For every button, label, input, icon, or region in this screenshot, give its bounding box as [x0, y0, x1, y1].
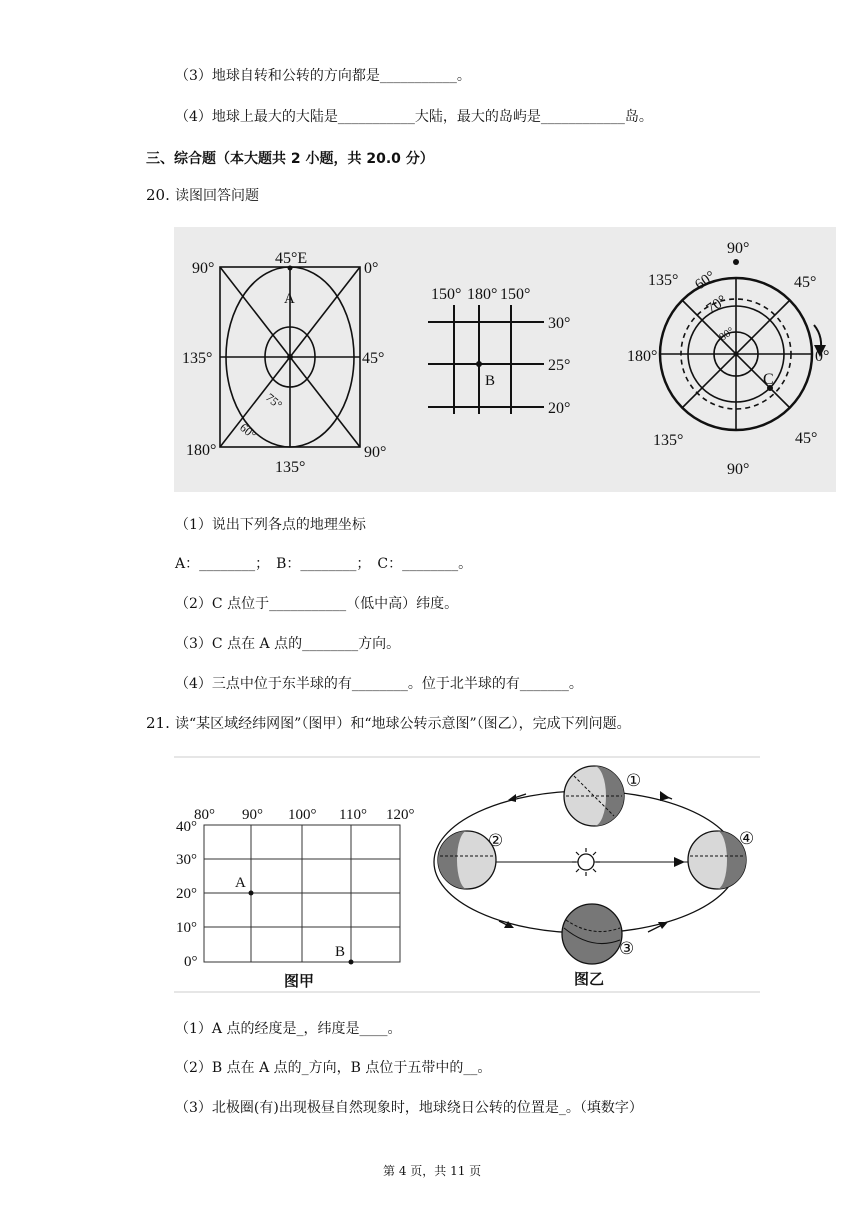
q20-number: 20.: [146, 186, 170, 204]
jia-lon-1: 80°: [194, 807, 215, 823]
map3-right-label: 0°: [815, 348, 830, 365]
q21-number: 21.: [146, 714, 170, 732]
map2-lon-3: 150°: [500, 286, 531, 303]
jia-grid: [204, 825, 400, 962]
jia-lon-5: 120°: [386, 807, 415, 823]
q19-line-4: （4）地球上最大的大陆是___________大陆，最大的岛屿是____________岛。: [175, 109, 653, 125]
jia-lat-3: 20°: [176, 886, 197, 902]
jia-lat-4: 10°: [176, 920, 197, 936]
q19-line-3: （3）地球自转和公转的方向都是___________。: [175, 68, 471, 84]
jia-point-a: [249, 891, 254, 896]
map3-bottom-label: 90°: [727, 461, 750, 478]
map2-lat-mid: 25°: [548, 357, 571, 374]
q20-sub-2: （2）C 点位于___________（低中高）纬度。: [175, 596, 459, 612]
jia-point-a-label: A: [235, 875, 246, 891]
map2-lat-bottom: 20°: [548, 400, 571, 417]
map1-lat-inner-label: 75°: [263, 390, 285, 412]
jia-lat-2: 30°: [176, 852, 197, 868]
q20-sub-3: （3）C 点在 A 点的________方向。: [175, 636, 401, 652]
jia-lat-5: 0°: [184, 954, 198, 970]
q21-sub-2: （2）B 点在 A 点的_方向，B 点位于五带中的__。: [175, 1060, 492, 1076]
map1-top-left-label: 90°: [192, 260, 215, 277]
jia-lon-3: 100°: [288, 807, 317, 823]
map1-right-label: 45°: [362, 350, 385, 367]
map2-lat-top: 30°: [548, 315, 571, 332]
map3-lat-70: 70°: [703, 292, 731, 318]
q21-sub-1: （1）A 点的经度是_，纬度是____。: [175, 1021, 402, 1037]
q20-sub-4: （4）三点中位于东半球的有________。位于北半球的有_______。: [175, 676, 583, 692]
map3-bottom-left-label: 135°: [653, 432, 684, 449]
map1-top-label: 45°E: [275, 250, 308, 267]
q20-title: 读图回答问题: [175, 188, 259, 204]
map1-center-point: [287, 354, 293, 360]
map3-bottom-right-label: 45°: [795, 430, 818, 447]
earth-label-1: ①: [626, 771, 642, 790]
earth-label-2: ②: [488, 831, 504, 850]
earth-position-3: [562, 904, 622, 964]
q20-sub-1: （1）说出下列各点的地理坐标: [175, 517, 366, 533]
earth-label-4: ④: [739, 829, 755, 848]
jia-point-b: [349, 960, 354, 965]
q21-sub-3: （3）北极圈(有)出现极昼自然现象时，地球绕日公转的位置是_。（填数字）: [175, 1100, 643, 1116]
map2-lon-2: 180°: [467, 286, 498, 303]
sun-icon: [578, 854, 594, 870]
jia-lat-1: 40°: [176, 819, 197, 835]
jia-caption: 图甲: [284, 972, 315, 990]
jia-point-b-label: B: [335, 944, 346, 960]
section-3-header: 三、综合题（本大题共 2 小题，共 20.0 分）: [146, 151, 434, 167]
map3-top-left-label: 135°: [648, 272, 679, 289]
map3-top-right-label: 45°: [794, 274, 817, 291]
q20-figure: [174, 227, 836, 492]
map1-bottom-left-label: 180°: [186, 442, 217, 459]
map1-point-a-label: A: [284, 291, 295, 307]
map1-top-right-label: 0°: [364, 260, 379, 277]
earth-position-4: [688, 831, 746, 889]
map3-lat-80: 80°: [717, 324, 737, 344]
q21-title: 读“某区域经纬网图”（图甲）和“地球公转示意图”（图乙），完成下列问题。: [175, 716, 631, 732]
page-footer: 第 4 页，共 11 页: [383, 1164, 482, 1178]
map1-bottom-right-label: 90°: [364, 444, 387, 461]
map2-point-b-label: B: [485, 373, 496, 389]
map1-bottom-label: 135°: [275, 459, 306, 476]
map3-top-label: 90°: [727, 240, 750, 257]
earth-label-3: ③: [619, 939, 635, 958]
map1-left-label: 135°: [182, 350, 213, 367]
yi-caption: 图乙: [574, 970, 605, 988]
map2-point-b: [476, 361, 482, 367]
earth-position-1: [564, 766, 624, 826]
jia-lon-2: 90°: [242, 807, 263, 823]
map1-lat-outer-label: 60°: [237, 420, 259, 442]
map3-point-c-label: C: [763, 371, 774, 388]
jia-lon-4: 110°: [339, 807, 367, 823]
map2-lon-1: 150°: [431, 286, 462, 303]
q20-sub-1-blanks: A：________； B：________； C：________。: [175, 556, 473, 572]
map3-lat-60: 60°: [692, 268, 719, 294]
q21-figure: [174, 756, 760, 993]
map3-left-label: 180°: [627, 348, 658, 365]
